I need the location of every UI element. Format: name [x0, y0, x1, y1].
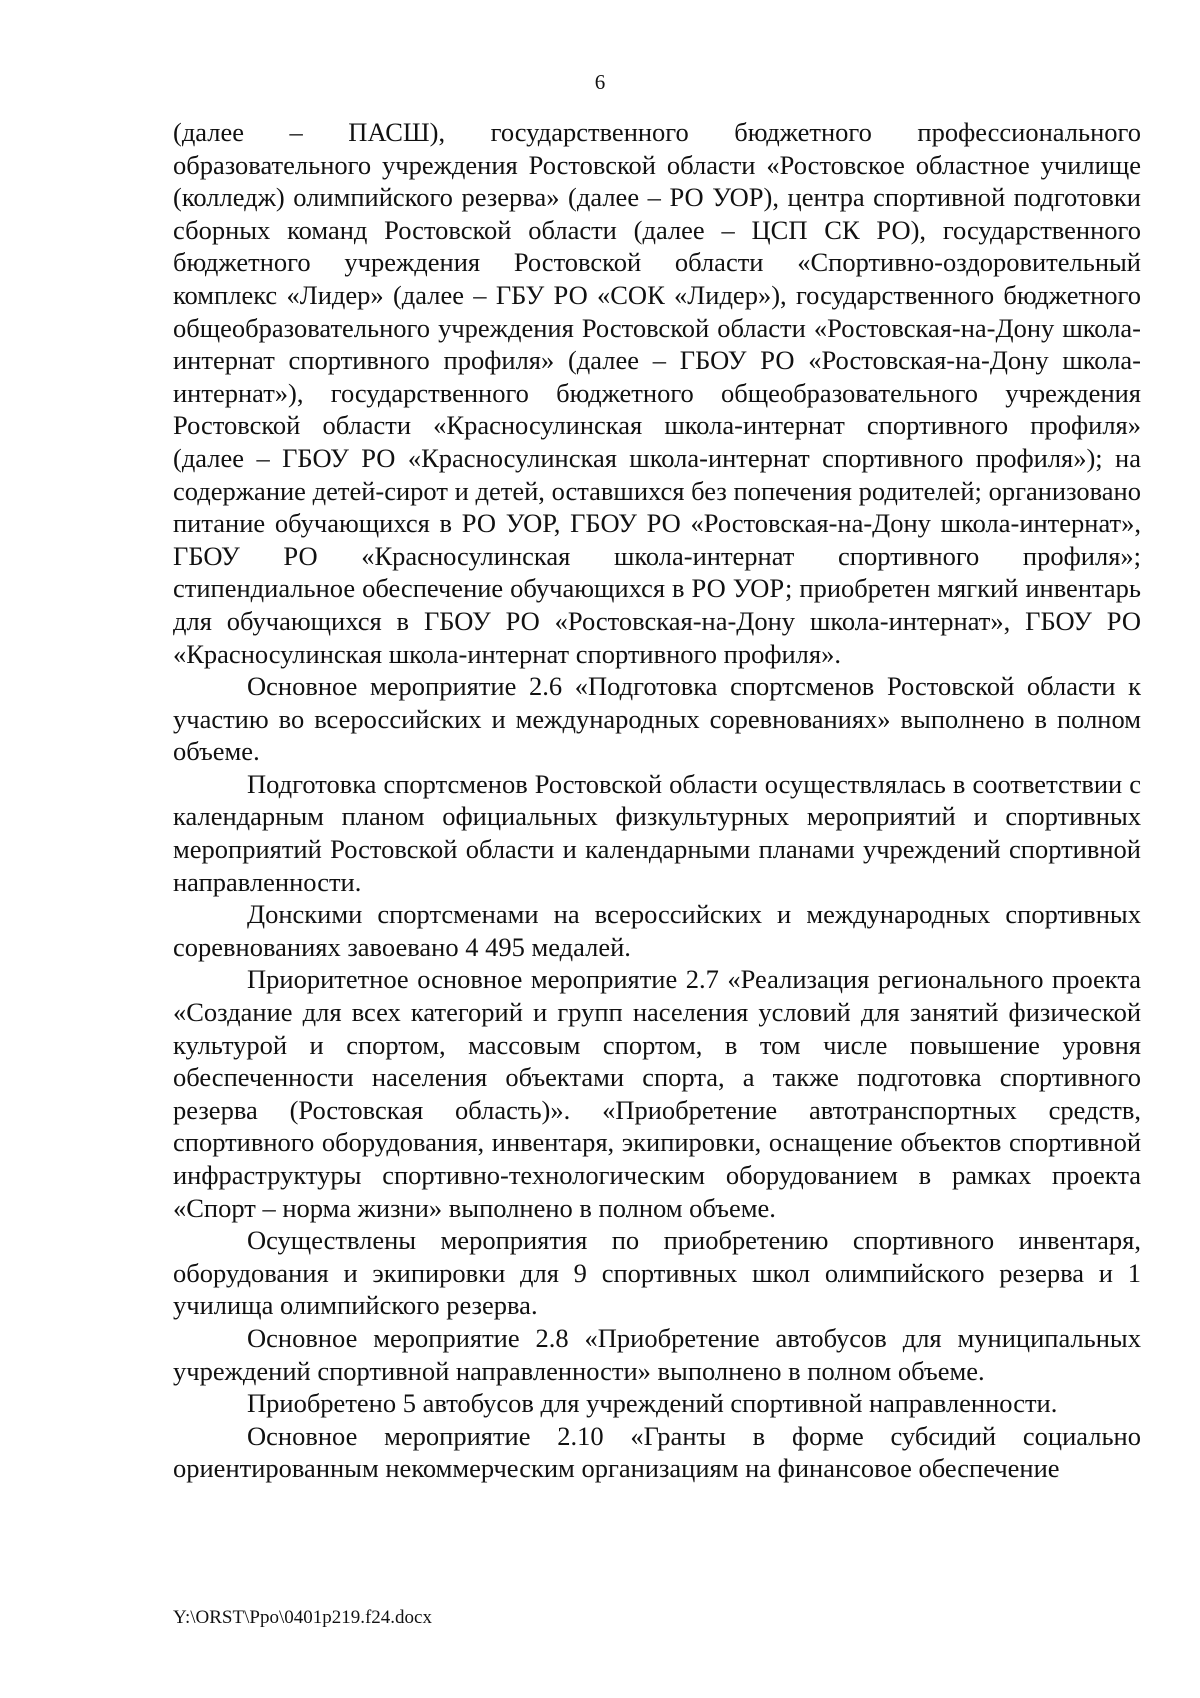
paragraph-activity-2-10: Основное мероприятие 2.10 «Гранты в форме субсидий социально ориентированным некоммерческим организациям на финансовое обеспечение [173, 1420, 1141, 1484]
footer-file-path: Y:\ORST\Ppo\0401p219.f24.docx [173, 1607, 432, 1628]
paragraph-buses: Приобретено 5 автобусов для учреждений спортивной направленности. [247, 1388, 1058, 1419]
paragraph-medals: Донскими спортсменами на всероссийских и международных спортивных соревнованиях завоевано 4 495 медалей. [173, 899, 1141, 962]
paragraph-athlete-preparation: Подготовка спортсменов Ростовской области осуществлялась в соответствии с календарным планом официальных физкультурных мероприятий и спортивных мероприятий Ростовской области и календарными планами учреждений спортивной направленности. [173, 768, 1141, 897]
page-number: 6 [594, 70, 606, 94]
paragraph-activity-2-8: Основное мероприятие 2.8 «Приобретение автобусов для муниципальных учреждений спортивной направленности» выполнено в полном объеме. [173, 1322, 1141, 1386]
paragraph-activity-2-7: Приоритетное основное мероприятие 2.7 «Реализация регионального проекта «Создание для всех категорий и групп населения условий для занятий физической культурой и спортом, массовым спортом, в том числе повышение уровня обеспеченности населения объектами спорта, а также подготовка спортивного резерва (Ростовская область)». «Приобретение автотранспортных средств, спортивного оборудования, инвентаря, экипировки, оснащение объектов спортивной инфраструктуры спортивно-технологическим оборудованием в рамках проекта «Спорт – норма жизни» выполнено в полном объеме. [173, 964, 1141, 1223]
paragraph-equipment-purchase: Осуществлены мероприятия по приобретению спортивного инвентаря, оборудования и экипировки для 9 спортивных школ олимпийского резерва и 1 училища олимпийского резерва. [173, 1225, 1141, 1321]
paragraph-activity-2-6: Основное мероприятие 2.6 «Подготовка спортсменов Ростовской области к участию во всероссийских и международных соревнованиях» выполнено в полном объеме. [173, 671, 1141, 767]
paragraph-continuation: (далее – ПАСШ), государственного бюджетного профессионального образовательного учреждения Ростовской области «Ростовское областное училище (колледж) олимпийского резерва» (далее – РО УОР), центра спортивной подготовки сборных команд Ростовской области (далее – ЦСП СК РО), государственного бюджетного учреждения Ростовской области «Спортивно-оздоровительный комплекс «Лидер» (далее – ГБУ РО «СОК «Лидер»), государственного бюджетного общеобразовательного учреждения Ростовской области «Ростовская-на-Дону школа-интернат спортивного профиля» (далее – ГБОУ РО «Ростовская-на-Дону школа-интернат»), государственного бюджетного общеобразовательного учреждения Ростовской области «Красносулинская школа-интернат спортивного профиля» (далее – ГБОУ РО «Красносулинская школа-интернат спортивного профиля»); на содержание детей-сирот и детей, оставшихся без попечения родителей; организовано питание обучающихся в РО УОР, ГБОУ РО «Ростовская-на-Дону школа-интернат», ГБОУ РО «Красносулинская школа-интернат спортивного профиля»; стипендиальное обеспечение обучающихся в РО УОР; приобретен мягкий инвентарь для обучающихся в ГБОУ РО «Ростовская-на-Дону школа-интернат», ГБОУ РО «Красносулинская школа-интернат спортивного профиля». [173, 117, 1141, 669]
document-body [173, 116, 1141, 1485]
